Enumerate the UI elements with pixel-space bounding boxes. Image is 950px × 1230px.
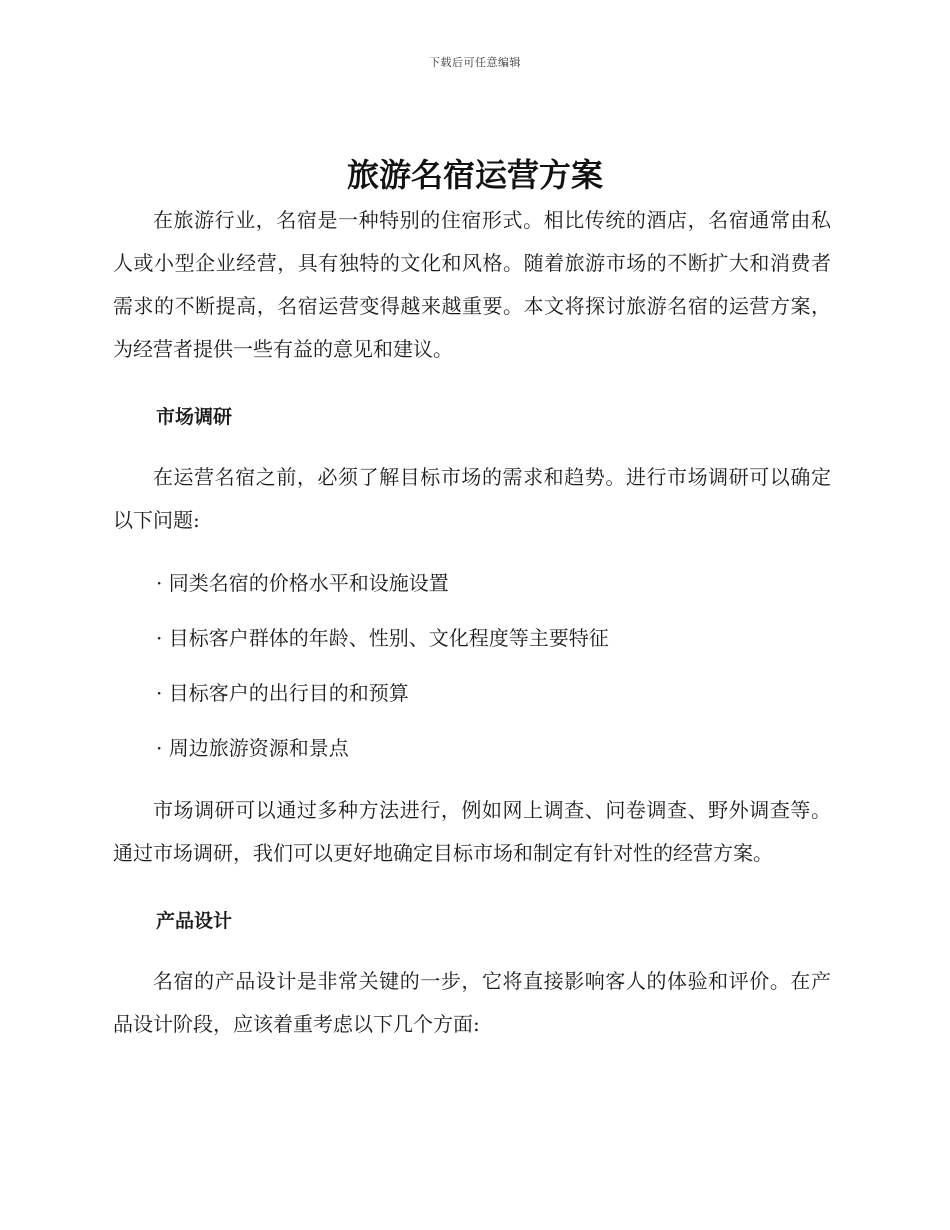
page-header-note: 下载后可任意编辑 <box>429 56 521 69</box>
product-design-paragraph: 名宿的产品设计是非常关键的一步，它将直接影响客人的体验和评价。在产品设计阶段，应该着重考虑以下几个方面: <box>113 969 831 1036</box>
section-heading-market-research: 市场调研 <box>156 406 233 428</box>
bullet-item: · 周边旅游资源和景点 <box>156 736 349 760</box>
market-research-paragraph: 在运营名宿之前，必须了解目标市场的需求和趋势。进行市场调研可以确定以下问题: <box>113 465 831 532</box>
document-body <box>113 199 831 1046</box>
bullet-item: · 同类名宿的价格水平和设施设置 <box>156 571 449 595</box>
section-heading-product-design: 产品设计 <box>156 910 233 932</box>
intro-paragraph: 在旅游行业，名宿是一种特别的住宿形式。相比传统的酒店，名宿通常由私人或小型企业经营，具有独特的文化和风格。随着旅游市场的不断扩大和消费者需求的不断提高，名宿运营变得越来越重要。本文将探讨旅游名宿的运营方案，为经营者提供一些有益的意见和建议。 <box>113 208 831 361</box>
market-research-methods-paragraph: 市场调研可以通过多种方法进行，例如网上调查、问卷调查、野外调查等。通过市场调研，我们可以更好地确定目标市场和制定有针对性的经营方案。 <box>113 798 831 865</box>
document-title: 旅游名宿运营方案 <box>346 156 603 194</box>
bullet-item: · 目标客户的出行目的和预算 <box>156 681 409 705</box>
bullet-item: · 目标客户群体的年龄、性别、文化程度等主要特征 <box>156 626 609 650</box>
